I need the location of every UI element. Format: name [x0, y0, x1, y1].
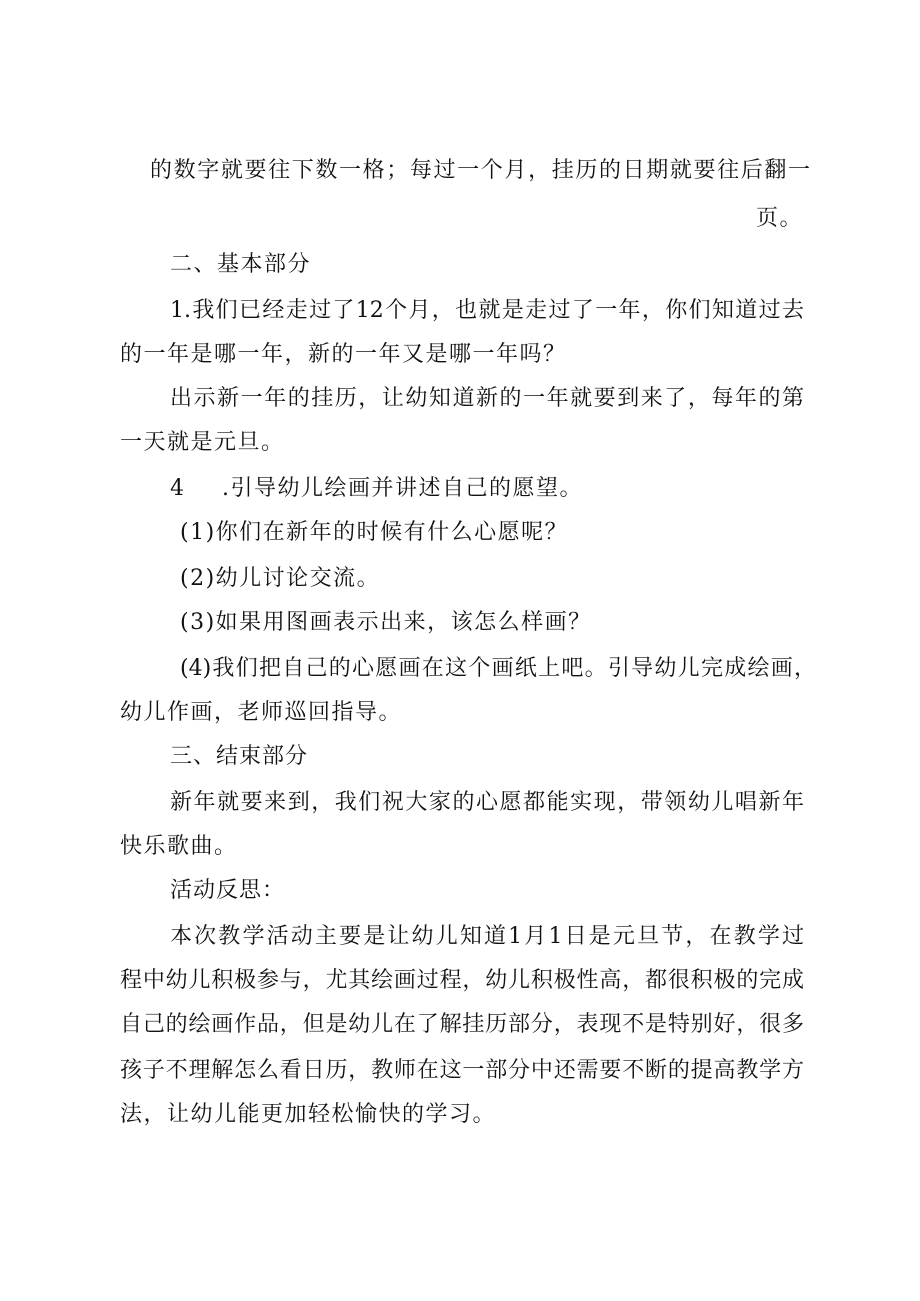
paragraph-line: 幼儿作画，老师巡回指导。: [120, 700, 403, 725]
paragraph-line: 程中幼儿积极参与，尤其绘画过程，幼儿积极性高，都很积极的完成: [120, 968, 804, 993]
paragraph-line: 本次教学活动主要是让幼儿知道1月1日是元旦节，在教学过: [170, 924, 804, 949]
list-item: (1)你们在新年的时候有什么心愿呢？: [180, 520, 569, 545]
paragraph-line: 自己的绘画作品，但是幼儿在了解挂历部分，表现不是特别好，很多: [120, 1012, 804, 1037]
paragraph-line: 法，让幼儿能更加轻松愉快的学习。: [120, 1102, 497, 1127]
paragraph-line: 新年就要来到，我们祝大家的心愿都能实现，带领幼儿唱新年: [170, 790, 804, 815]
paragraph-line: 的一年是哪一年，新的一年又是哪一年吗？: [120, 342, 567, 367]
paragraph-line: 的数字就要往下数一格；每过一个月，挂历的日期就要往后翻一: [150, 158, 810, 183]
paragraph-line: 页。: [756, 206, 804, 231]
section-heading: 二、基本部分: [170, 252, 312, 277]
paragraph-line: 一天就是元旦。: [120, 430, 285, 455]
paragraph-line: 孩子不理解怎么看日历，教师在这一部分中还需要不断的提高教学方: [120, 1058, 804, 1083]
list-item: (4)我们把自己的心愿画在这个画纸上吧。引导幼儿完成绘画，: [180, 656, 816, 681]
paragraph-line: 1.我们已经走过了12个月，也就是走过了一年，你们知道过去: [170, 298, 804, 323]
section-heading: 三、结束部分: [170, 744, 309, 769]
list-item: (2)幼儿讨论交流。: [180, 566, 381, 591]
list-item: (3)如果用图画表示出来，该怎么样画？: [180, 610, 592, 635]
paragraph-line: 出示新一年的挂历，让幼知道新的一年就要到来了，每年的第: [170, 386, 804, 411]
section-heading: 活动反思：: [170, 878, 286, 903]
paragraph-line: .引导幼儿绘画并讲述自己的愿望。: [222, 476, 583, 501]
list-number: 4: [170, 476, 186, 501]
paragraph-line: 快乐歌曲。: [120, 834, 238, 859]
